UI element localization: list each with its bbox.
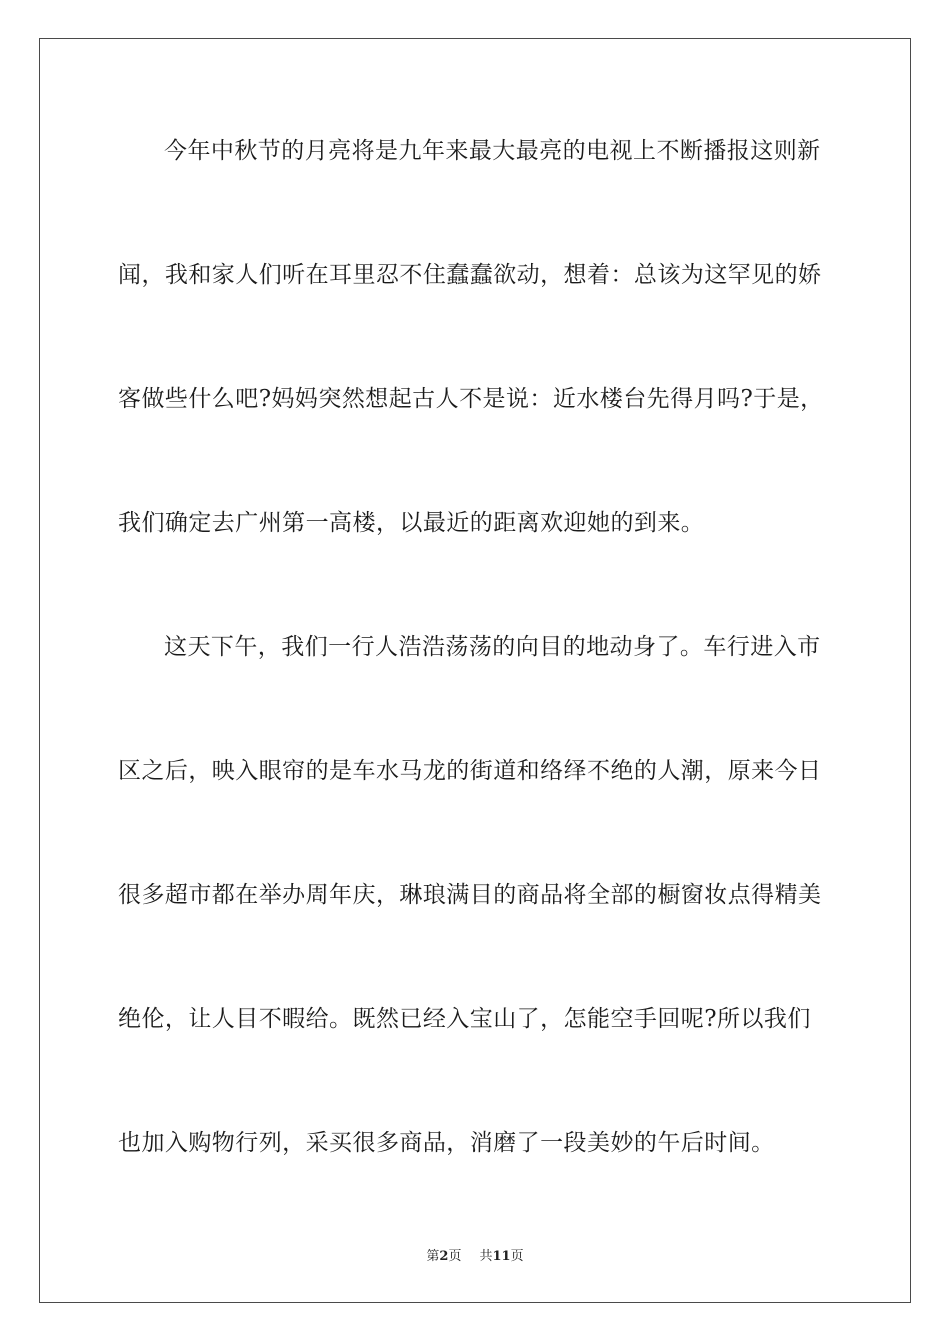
paragraph-2-line-5: 也加入购物行列，采买很多商品，消磨了一段美妙的午后时间。 [118, 1130, 775, 1156]
paragraph-1-line-4: 我们确定去广州第一高楼，以最近的距离欢迎她的到来。 [118, 510, 705, 536]
page-number: 2 [439, 1249, 449, 1264]
paragraph-2-line-3: 很多超市都在举办周年庆，琳琅满目的商品将全部的橱窗妆点得精美 [118, 882, 822, 908]
paragraph-1-line-2: 闻，我和家人们听在耳里忍不住蠢蠢欲动，想着：总该为这罕见的娇 [118, 262, 822, 288]
total-label: 共 [479, 1249, 493, 1264]
total-pages: 11 [492, 1249, 511, 1264]
paragraph-2-line-1: 这天下午，我们一行人浩浩荡荡的向目的地动身了。车行进入市 [164, 634, 821, 660]
page-suffix: 页 [448, 1249, 462, 1264]
paragraph-1-line-1: 今年中秋节的月亮将是九年来最大最亮的电视上不断播报这则新 [164, 138, 821, 164]
paragraph-1-line-3: 客做些什么吧?妈妈突然想起古人不是说：近水楼台先得月吗?于是， [118, 386, 824, 412]
page-border [39, 38, 911, 1303]
paragraph-2-line-2: 区之后，映入眼帘的是车水马龙的街道和络绎不绝的人潮，原来今日 [118, 758, 822, 784]
total-suffix: 页 [510, 1249, 524, 1264]
page-label: 第 [426, 1249, 440, 1264]
paragraph-2-line-4: 绝伦，让人目不暇给。既然已经入宝山了，怎能空手回呢?所以我们 [118, 1006, 811, 1032]
page-footer [0, 1248, 950, 1266]
